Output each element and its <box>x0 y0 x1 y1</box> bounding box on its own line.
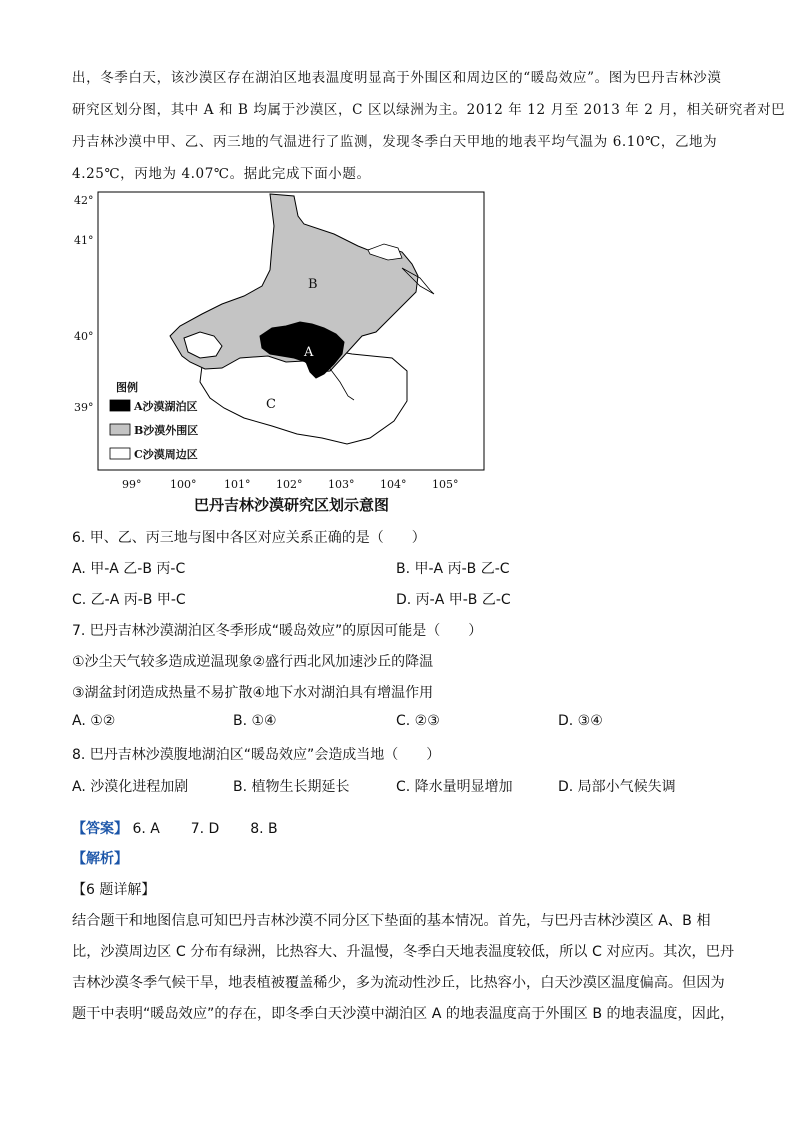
q8-stem: 8. 巴丹吉林沙漠腹地湖泊区“暖岛效应”会造成当地（ ） <box>72 747 441 763</box>
q7-option-b[interactable]: B. ①④ <box>233 713 277 729</box>
lat-label-41: 41° <box>74 234 94 247</box>
legend-item-b: B沙漠外围区 <box>134 424 199 437</box>
q7-statement-2: ③湖盆封闭造成热量不易扩散④地下水对湖泊具有增温作用 <box>72 685 434 701</box>
q8-option-b[interactable]: B. 植物生长期延长 <box>233 779 350 795</box>
q8-option-c[interactable]: C. 降水量明显增加 <box>396 779 513 795</box>
lon-label-99: 99° <box>122 478 142 491</box>
q6-option-d[interactable]: D. 丙-A 甲-B 乙-C <box>396 592 511 608</box>
legend-title: 图例 <box>116 381 138 394</box>
q6-stem: 6. 甲、乙、丙三地与图中各区对应关系正确的是（ ） <box>72 530 426 546</box>
lon-label-105: 105° <box>432 478 459 491</box>
intro-line-3: 丹吉林沙漠中甲、乙、丙三地的气温进行了监测，发现冬季白天甲地的地表平均气温为 6.10℃，乙地为 <box>72 134 718 150</box>
analysis-line-3: 吉林沙漠冬季气候干旱，地表植被覆盖稀少，多为流动性沙丘，比热容小，白天沙漠区温度偏高。但因为 <box>72 975 725 991</box>
intro-line-4: 4.25℃，丙地为 4.07℃。据此完成下面小题。 <box>72 166 371 182</box>
lat-label-42: 42° <box>74 194 94 207</box>
region-b-label: B <box>308 277 318 292</box>
legend-swatch-b <box>110 424 130 435</box>
answer-value-6: 6. A <box>132 821 160 837</box>
answer-row <box>72 818 278 838</box>
answer-value-7: 7. D <box>190 821 220 837</box>
lon-label-103: 103° <box>328 478 355 491</box>
region-c-label: C <box>266 397 276 412</box>
analysis-line-1: 结合题干和地图信息可知巴丹吉林沙漠不同分区下垫面的基本情况。首先，与巴丹吉林沙漠区 A、B 相 <box>72 913 711 929</box>
q7-option-d[interactable]: D. ③④ <box>558 713 603 729</box>
legend-item-c: C沙漠周边区 <box>134 448 198 461</box>
analysis-line-4: 题干中表明“暖岛效应”的存在，即冬季白天沙漠中湖泊区 A 的地表温度高于外围区 B 的地表温度，因此， <box>72 1006 735 1022</box>
region-a-label: A <box>304 345 314 360</box>
map-caption: 巴丹吉林沙漠研究区划示意图 <box>194 496 390 514</box>
lon-label-100: 100° <box>170 478 197 491</box>
lat-label-39: 39° <box>74 401 94 414</box>
lon-label-104: 104° <box>380 478 407 491</box>
answer-label: 【答案】 <box>72 821 128 837</box>
q6-option-b[interactable]: B. 甲-A 丙-B 乙-C <box>396 561 510 577</box>
q7-option-c[interactable]: C. ②③ <box>396 713 440 729</box>
intro-line-2: 研究区划分图，其中 A 和 B 均属于沙漠区，C 区以绿洲为主。2012 年 12 月至 2013 年 2 月，相关研究者对巴 <box>72 102 786 118</box>
answer-value-8: 8. B <box>250 821 278 837</box>
region-map <box>72 186 492 516</box>
q6-option-c[interactable]: C. 乙-A 丙-B 甲-C <box>72 592 186 608</box>
intro-line-1: 出，冬季白天，该沙漠区存在湖泊区地表温度明显高于外围区和周边区的“暖岛效应”。图为巴丹吉林沙漠 <box>72 70 722 86</box>
lat-label-40: 40° <box>74 330 94 343</box>
analysis-label: 【解析】 <box>72 851 128 867</box>
legend-swatch-c <box>110 448 130 459</box>
detail-label: 【6 题详解】 <box>72 882 156 898</box>
q8-option-a[interactable]: A. 沙漠化进程加剧 <box>72 779 189 795</box>
q7-statement-1: ①沙尘天气较多造成逆温现象②盛行西北风加速沙丘的降温 <box>72 654 434 670</box>
q6-option-a[interactable]: A. 甲-A 乙-B 丙-C <box>72 561 186 577</box>
q7-stem: 7. 巴丹吉林沙漠湖泊区冬季形成“暖岛效应”的原因可能是（ ） <box>72 623 483 639</box>
legend-item-a: A沙漠湖泊区 <box>134 400 198 413</box>
lon-label-101: 101° <box>224 478 251 491</box>
q7-option-a[interactable]: A. ①② <box>72 713 116 729</box>
lon-label-102: 102° <box>276 478 303 491</box>
analysis-line-2: 比，沙漠周边区 C 分布有绿洲，比热容大、升温慢，冬季白天地表温度较低，所以 C 对应丙。其次，巴丹 <box>72 944 735 960</box>
legend-swatch-a <box>110 400 130 411</box>
q8-option-d[interactable]: D. 局部小气候失调 <box>558 779 676 795</box>
